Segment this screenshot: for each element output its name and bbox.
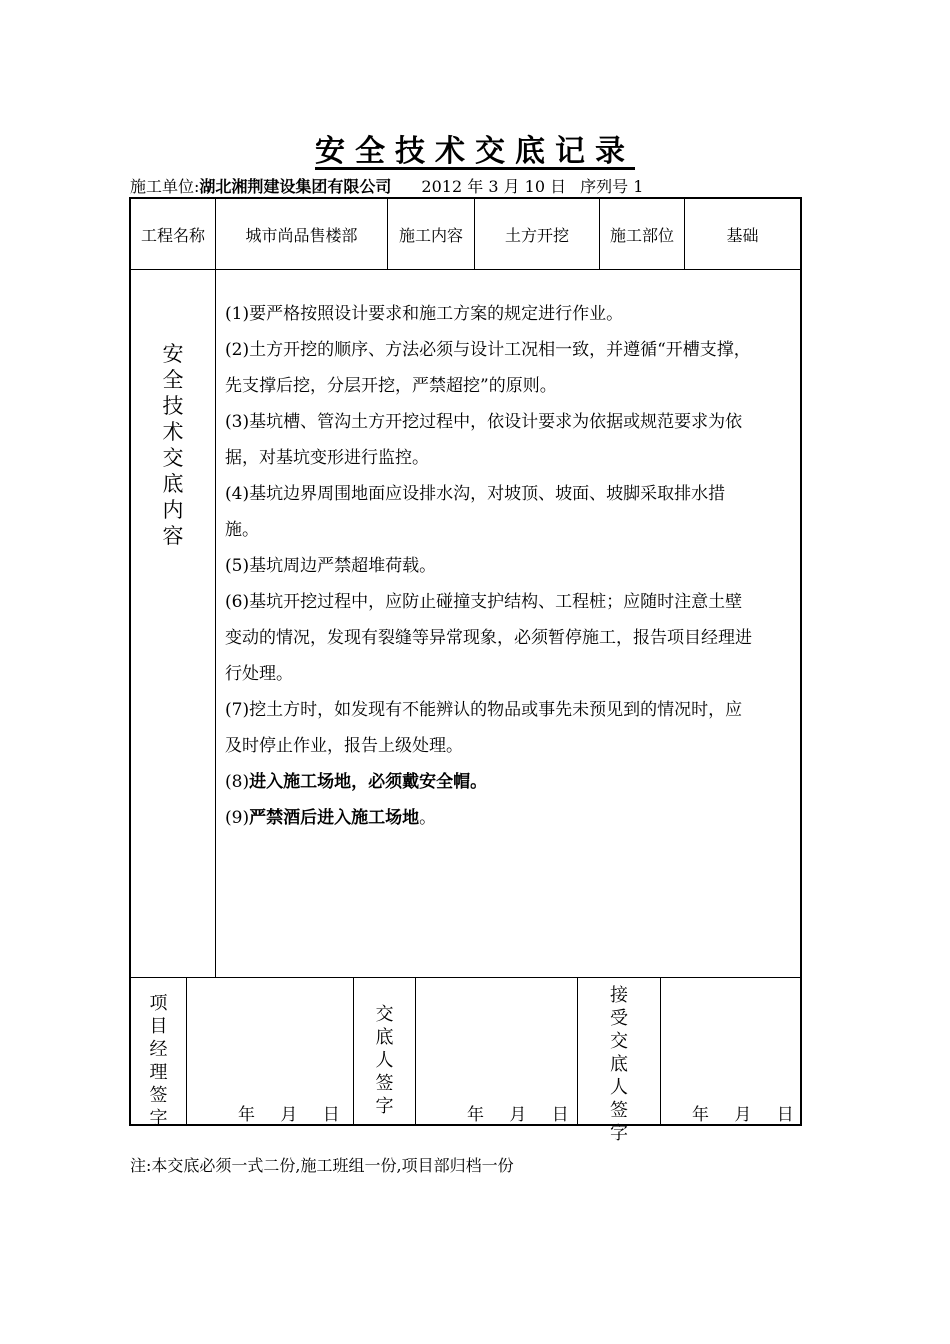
table-border-right <box>800 197 802 1126</box>
disclosure-item <box>225 332 753 404</box>
disclosure-item <box>225 476 753 548</box>
table-divider <box>215 197 216 978</box>
disclosure-item <box>225 764 753 800</box>
item-text: 严禁酒后进入施工场地 <box>249 808 420 828</box>
project-name-value: 城市尚品售楼部 <box>245 225 358 245</box>
disclosure-item <box>225 404 753 476</box>
item-text: 挖土方时，如发现有不能辨认的物品或事先未预见到的情况时，应及时停止作业，报告上级处理。 <box>225 700 743 756</box>
record-date: 2012 年 3 月 10 日 <box>421 177 567 196</box>
disclosure-item <box>225 296 753 332</box>
disclosure-item <box>225 548 753 584</box>
project-name-label: 工程名称 <box>140 225 205 245</box>
item-text: 基坑周边严禁超堆荷载。 <box>249 556 437 576</box>
item-text: 基坑槽、管沟土方开挖过程中，依设计要求为依据或规范要求为依据，对基坑变形进行监控。 <box>225 412 743 468</box>
serial-number: 序列号 1 <box>580 177 644 196</box>
item-text: 进入施工场地，必须戴安全帽。 <box>249 772 488 792</box>
work-part-value: 基础 <box>726 225 759 245</box>
work-content-value: 土方开挖 <box>504 225 569 245</box>
pm-signature-date: 年 月 日 <box>238 1105 350 1125</box>
item-number: (6) <box>225 592 250 612</box>
page-title: 安全技术交底记录 <box>315 134 635 169</box>
unit-label: 施工单位: <box>130 177 200 196</box>
table-divider <box>129 269 802 270</box>
receiver-signature-date: 年 月 日 <box>692 1105 804 1125</box>
work-part-label: 施工部位 <box>609 225 674 245</box>
disclosure-content <box>225 296 753 836</box>
discloser-signature-label: 交 底 人 签 字 <box>375 1004 394 1117</box>
footer-note: 注:本交底必须一式二份,施工班组一份,项目部归档一份 <box>130 1156 514 1175</box>
company-name: 湖北湘荆建设集团有限公司 <box>199 177 392 196</box>
pm-signature-label: 项 目 经 理 签 字 <box>149 993 168 1129</box>
item-text: 基坑边界周围地面应设排水沟，对坡顶、坡面、坡脚采取排水措施。 <box>225 484 726 540</box>
item-number: (9) <box>225 808 250 828</box>
table-divider <box>415 977 416 1125</box>
work-content-label: 施工内容 <box>398 225 463 245</box>
item-number: (4) <box>225 484 250 504</box>
disclosure-item <box>225 584 753 692</box>
table-divider <box>129 977 802 978</box>
item-number: (3) <box>225 412 250 432</box>
receiver-signature-label: 接 受 交 底 人 签 字 <box>610 985 628 1144</box>
table-border-left <box>129 197 131 1126</box>
item-suffix: 。 <box>419 808 437 828</box>
disclosure-item <box>225 800 753 836</box>
section-label: 安 全 技 术 交 底 内 容 <box>162 342 184 548</box>
table-divider <box>186 977 187 1125</box>
item-text: 土方开挖的顺序、方法必须与设计工况相一致，并遵循“开槽支撑，先支撑后挖，分层开挖，严禁超挖”的原则。 <box>225 340 751 396</box>
item-text: 基坑开挖过程中，应防止碰撞支护结构、工程桩；应随时注意土壁变动的情况，发现有裂缝等异常现象，必须暂停施工，报告项目经理进行处理。 <box>225 592 752 684</box>
item-number: (7) <box>225 700 250 720</box>
item-number: (5) <box>225 556 250 576</box>
item-text: 要严格按照设计要求和施工方案的规定进行作业。 <box>249 304 624 324</box>
disclosure-item <box>225 692 753 764</box>
item-number: (1) <box>225 304 250 324</box>
table-divider <box>660 977 661 1125</box>
item-number: (8) <box>225 772 250 792</box>
discloser-signature-date: 年 月 日 <box>467 1105 579 1125</box>
header-meta <box>130 174 643 197</box>
item-number: (2) <box>225 340 250 360</box>
